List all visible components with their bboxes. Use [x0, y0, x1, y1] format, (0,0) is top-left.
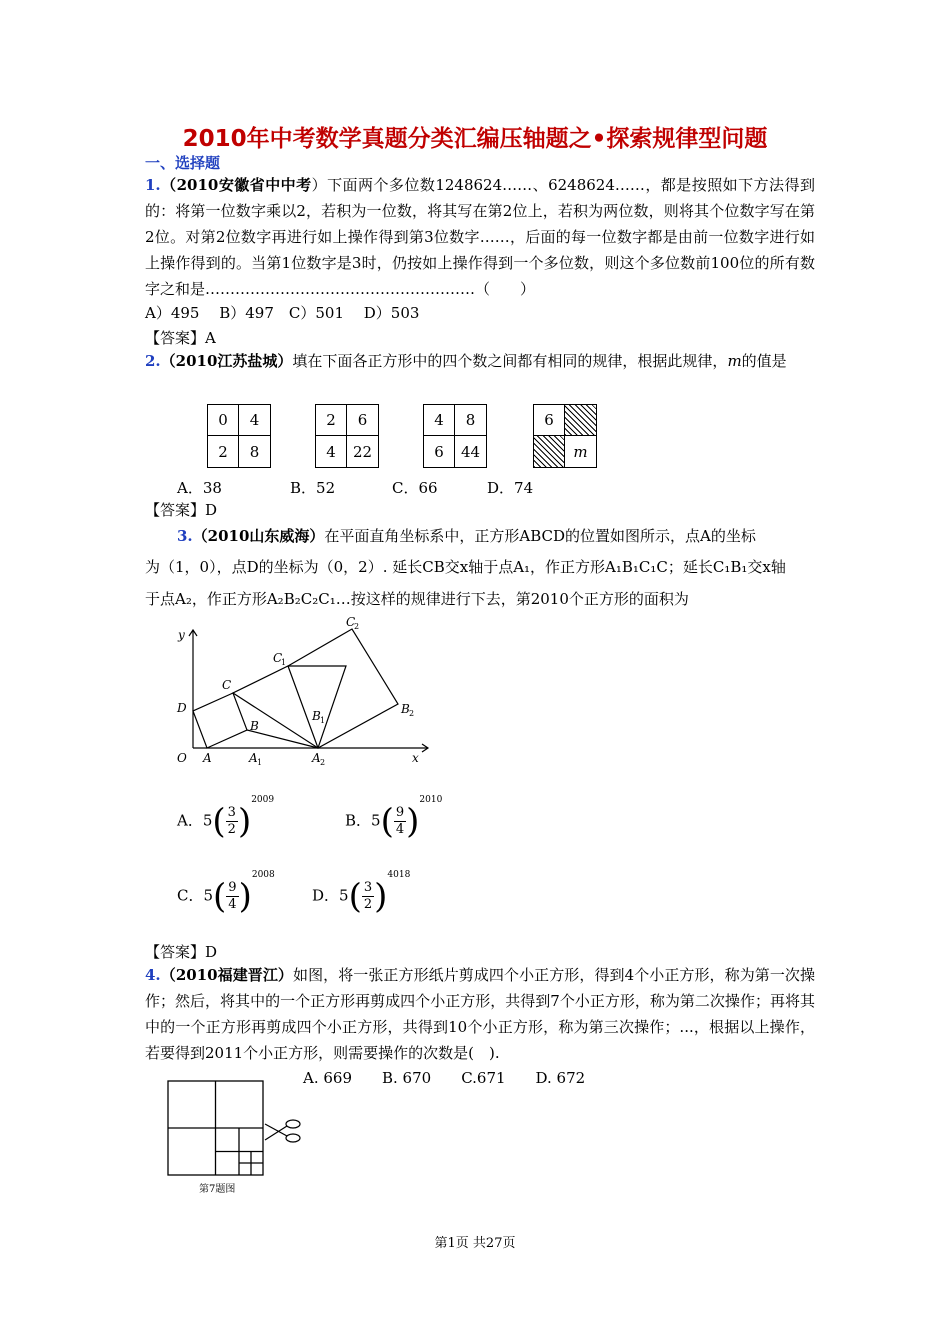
square-cell: 2	[208, 436, 239, 467]
option-c: C．66	[392, 479, 438, 497]
answer-1: 【答案】A	[145, 329, 216, 347]
answer-2: 【答案】D	[145, 501, 218, 519]
fraction: $\frac{3}{2}$	[227, 805, 236, 837]
option-label: A．	[177, 811, 203, 830]
square-a2b2c2c1	[288, 629, 398, 748]
label-o: O	[177, 751, 187, 765]
square-cell: 8	[249, 442, 260, 461]
exponent: 2009	[251, 795, 275, 805]
fraction: $\frac{3}{2}$	[363, 880, 373, 912]
square-abcd	[193, 693, 247, 748]
label-y: y	[178, 628, 185, 642]
square-cell: 4	[316, 436, 347, 467]
square-cell: 6	[424, 436, 455, 467]
question-text: 如图，将一张正方形纸片剪成四个小正方形，得到4个小正方形，称为第一次操作；然后，将其中的一个正方形再剪成四个小正方形，共得到7个小正方形，称为第二次操作；再将其中的一个正方形再剪成四个小正方形，共得到10个小正方形，称为第三次操作；...，根据以上操作，若要得到2011个小正方形，则需要操作的次数是( ).	[145, 966, 815, 1062]
option-b: B．5( $\frac{9}{4}$ )$^{2010}$	[345, 795, 443, 842]
square-cell: 2	[316, 405, 347, 436]
exponent: 2010	[419, 795, 443, 805]
exponent: 4018	[387, 870, 411, 880]
label-c2-sub: 2	[354, 622, 360, 631]
square-cell: m	[573, 442, 588, 461]
label-c1: C	[273, 651, 283, 665]
number-square-2	[315, 404, 379, 468]
question-number: 3.	[177, 527, 193, 545]
option-a: A．38	[177, 479, 222, 497]
label-c1-sub: 1	[281, 658, 287, 667]
fraction: $\frac{9}{4}$	[228, 880, 237, 912]
variable-m: m	[727, 352, 742, 370]
label-a2-sub: 2	[320, 758, 326, 767]
label-b2-sub: 2	[409, 709, 415, 718]
question-number: 1.	[145, 176, 161, 194]
fraction: $\frac{9}{4}$	[395, 805, 405, 837]
question-2	[145, 348, 815, 374]
square-cell: 4	[239, 405, 270, 436]
question-number: 4.	[145, 966, 161, 984]
question-3-line-2: 为（1，0），点D的坐标为（0，2）. 延长CB交x轴于点A₁，作正方形A₁B₁C₁C；延长C₁B₁交x轴	[145, 558, 786, 576]
section-heading: 一、选择题	[145, 154, 221, 172]
question-4	[145, 962, 815, 1066]
label-c2: C	[346, 615, 356, 629]
question-source: （2010江苏盐城）	[160, 352, 293, 370]
page-footer: 第1页 共27页	[434, 1236, 516, 1251]
label-c: C	[222, 678, 232, 692]
square-cell: 6	[534, 405, 565, 436]
question-text: ）下面两个多位数1248624……、6248624……，都是按照如下方法得到的：将第一位数字乘以2，若积为一位数，将其写在第2位上，若积为两位数，则将其个位数字写在第2位。对第2位数字再进行如上操作得到第3位数字……，后面的每一位数字都是由前一位数字进行如上操作得到的。当第1位数字是3时，仍按如上操作得到一个多位数，则这个多位数前100位的所有数字之和是………………………………………………（ ）	[145, 176, 815, 298]
square-cell: 22	[352, 442, 373, 461]
coefficient: 5	[202, 811, 213, 830]
question-source: （2010福建晋江）	[160, 966, 293, 984]
option-a: A．5( $\frac{3}{2}$ )$^{2009}$	[177, 795, 275, 842]
label-a: A	[203, 751, 212, 765]
coefficient: 5	[371, 811, 381, 830]
number-square-3	[423, 404, 487, 468]
label-d: D	[177, 701, 187, 715]
question-1-options: A）495 B）497 C）501 D）503	[145, 304, 420, 322]
option-d: D．5( $\frac{3}{2}$ )$^{4018}$	[312, 870, 411, 917]
label-a1: A	[249, 751, 258, 765]
question-source: （2010山东威海）	[192, 527, 325, 545]
question-text: 的值是	[741, 352, 787, 370]
option-label: C．	[177, 886, 204, 905]
label-x: x	[412, 751, 419, 765]
number-square-4	[533, 404, 597, 468]
question-number: 2.	[145, 352, 161, 370]
option-b: B．52	[290, 479, 336, 497]
question-1	[145, 172, 815, 302]
square-cell: 6	[347, 405, 378, 436]
label-a1-sub: 1	[257, 758, 263, 767]
question-4-options: A. 669 B. 670 C.671 D. 672	[303, 1069, 586, 1087]
hatched-cell	[534, 436, 565, 467]
hatched-cell	[565, 405, 596, 436]
paper-cutting-figure	[165, 1078, 310, 1178]
figure-caption: 第7题图	[199, 1184, 236, 1195]
coefficient: 5	[203, 886, 214, 905]
exponent: 2008	[251, 870, 275, 880]
option-c: C．5( $\frac{9}{4}$ )$^{2008}$	[177, 870, 275, 917]
label-b: B	[250, 719, 259, 733]
label-b2: B	[401, 702, 410, 716]
square-cell: 4	[424, 405, 455, 436]
coefficient: 5	[339, 886, 349, 905]
option-label: D．	[312, 886, 340, 905]
page-title: 2010年中考数学真题分类汇编压轴题之•探索规律型问题	[182, 126, 768, 152]
square-cell: 0	[208, 405, 239, 436]
question-3-line-1	[177, 525, 756, 546]
square-cell: 44	[460, 442, 481, 461]
number-square-1	[207, 404, 271, 468]
question-source: （2010安徽省中中考	[160, 176, 312, 194]
square-sequence-figure	[160, 612, 450, 772]
scissors-icon	[265, 1120, 300, 1142]
label-b1-sub: 1	[320, 716, 326, 725]
square-a1b1c1c	[233, 666, 346, 748]
option-label: B．	[345, 811, 372, 830]
square-cell: 8	[455, 405, 486, 436]
label-a2: A	[312, 751, 321, 765]
question-text: 在平面直角坐标系中，正方形ABCD的位置如图所示，点A的坐标	[324, 527, 756, 545]
question-3-line-3: 于点A₂，作正方形A₂B₂C₂C₁…按这样的规律进行下去，第2010个正方形的面积为	[145, 590, 689, 608]
option-d: D．74	[487, 479, 534, 497]
label-b1: B	[312, 709, 321, 723]
question-text: 填在下面各正方形中的四个数之间都有相同的规律，根据此规律，	[292, 352, 728, 370]
answer-3: 【答案】D	[145, 943, 218, 961]
